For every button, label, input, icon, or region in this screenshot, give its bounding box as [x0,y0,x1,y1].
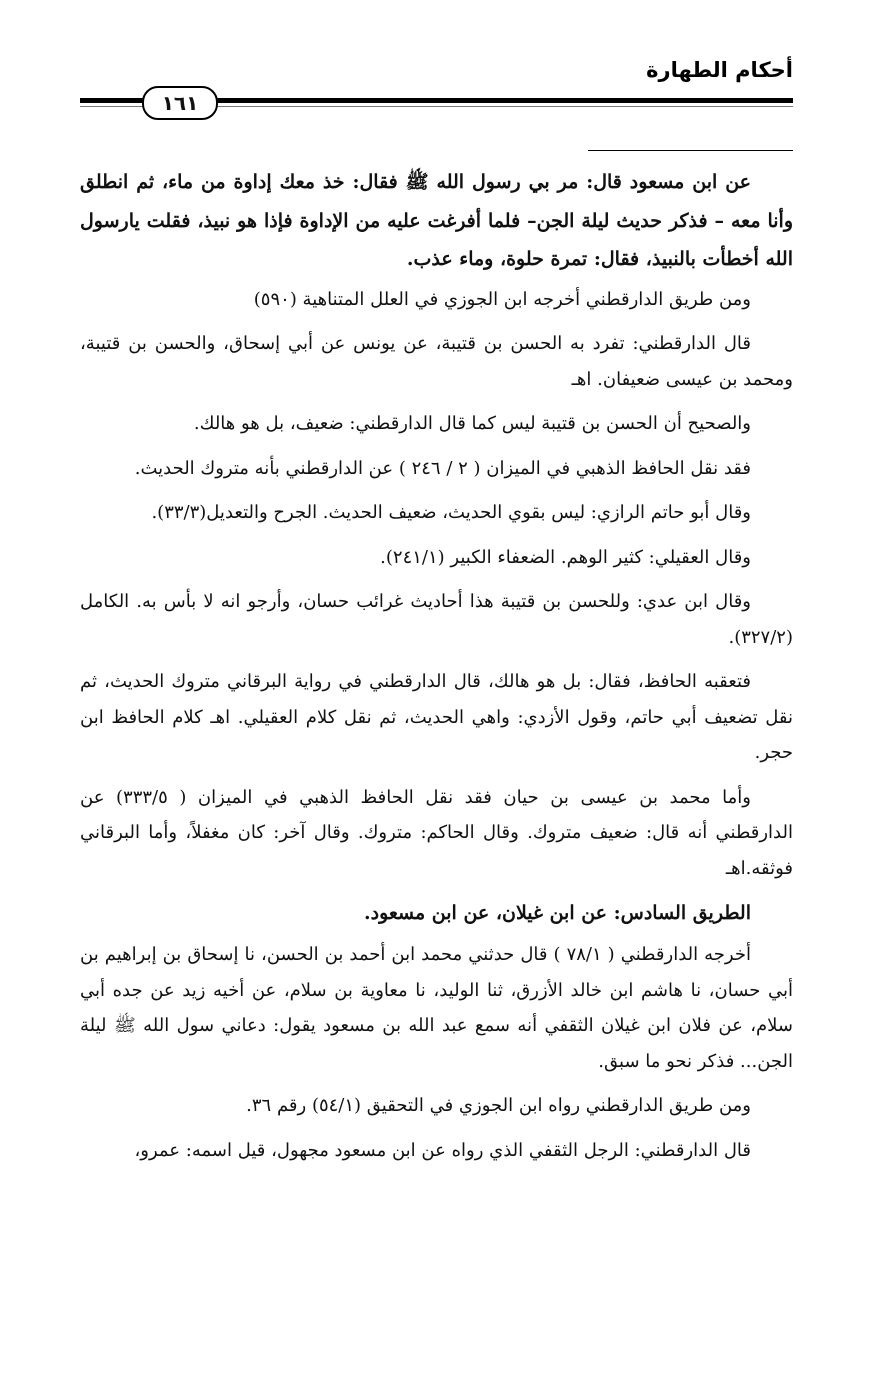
paragraph-abu-hatim: وقال أبو حاتم الرازي: ليس بقوي الحديث، ضعيف الحديث. الجرح والتعديل(٣٣/٣). [151,502,751,523]
paragraph-uqayli: وقال العقيلي: كثير الوهم. الضعفاء الكبير (٢٤١/١). [380,546,751,568]
paragraph-daraqutni-statement: قال الدارقطني: تفرد به الحسن بن قتيبة، عن يونس عن أبي إسحاق، والحسن بن قتيبة، ومحمد بن عيسى ضعيفان. اهـ [80,333,793,390]
section-heading: الطريق السادس: عن ابن غيلان، عن ابن مسعود. [364,902,751,924]
paragraph-ibn-adi: وقال ابن عدي: وللحسن بن قتيبة هذا أحاديث غرائب حسان، وأرجو انه لا بأس به. الكامل (٣٢٧/٢). [80,591,793,648]
page-number: ١٦١ [142,86,218,120]
paragraph-hadith: عن ابن مسعود قال: مر بي رسول الله ﷺ فقال: خذ معك إداوة من ماء، ثم انطلق وأنا معه – فذكر حديث ليلة الجن– فلما أفرغت عليه من الإداوة فإذا هو نبيذ، فقلت يارسول الله أخطأت بالنبيذ، فقال: تمرة حلوة، وماء عذب. [80,171,793,270]
paragraph-tahqiq: ومن طريق الدارقطني رواه ابن الجوزي في التحقيق (٥٤/١) رقم ٣٦. [246,1095,751,1116]
paragraph-thaqafi-man: قال الدارقطني: الرجل الثقفي الذي رواه عن ابن مسعود مجهول، قيل اسمه: عمرو، [134,1139,751,1161]
running-title: أحكام الطهارة [646,58,793,82]
paragraph-correct-view: والصحيح أن الحسن بن قتيبة ليس كما قال الدارقطني: ضعيف، بل هو هالك. [193,413,751,434]
paragraph-ibn-aljawzi-ilal: ومن طريق الدارقطني أخرجه ابن الجوزي في العلل المتناهية (٥٩٠) [253,288,751,310]
paragraph-isnad: أخرجه الدارقطني ( ٧٨/١ ) قال حدثني محمد ابن أحمد بن الحسن، نا إسحاق بن إبراهيم بن أبي حسان، نا هاشم ابن خالد الأزرق، ثنا الوليد، نا معاوية بن سلام، عن أخيه زيد عن جده أبي سلام، عن فلان ابن غيلان الثقفي أنه سمع عبد الله بن مسعود يقول: دعاني سول الله ﷺ ليلة الجن... فذكر نحو ما سبق. [80,944,793,1072]
paragraph-muhammad-ibn-isa: وأما محمد بن عيسى بن حيان فقد نقل الحافظ الذهبي في الميزان ( ٣٣٣/٥) عن الدارقطني أنه قال: ضعيف متروك. وقال الحاكم: متروك. وقال آخر: كان مغفلاً، وأما البرقاني فوثقه.اهـ [80,786,793,879]
paragraph-hafiz-response: فتعقبه الحافظ، فقال: بل هو هالك، قال الدارقطني في رواية البرقاني متروك الحديث، ثم نقل تضعيف أبي حاتم، وقول الأزدي: واهي الحديث، ثم نقل كلام العقيلي. اهـ كلام الحافظ ابن حجر. [80,671,793,763]
footnote-rule [588,150,793,151]
paragraph-dhahabi-mizan: فقد نقل الحافظ الذهبي في الميزان ( ٢ / ٢٤٦ ) عن الدارقطني بأنه متروك الحديث. [134,457,751,479]
text-body [80,163,793,1177]
